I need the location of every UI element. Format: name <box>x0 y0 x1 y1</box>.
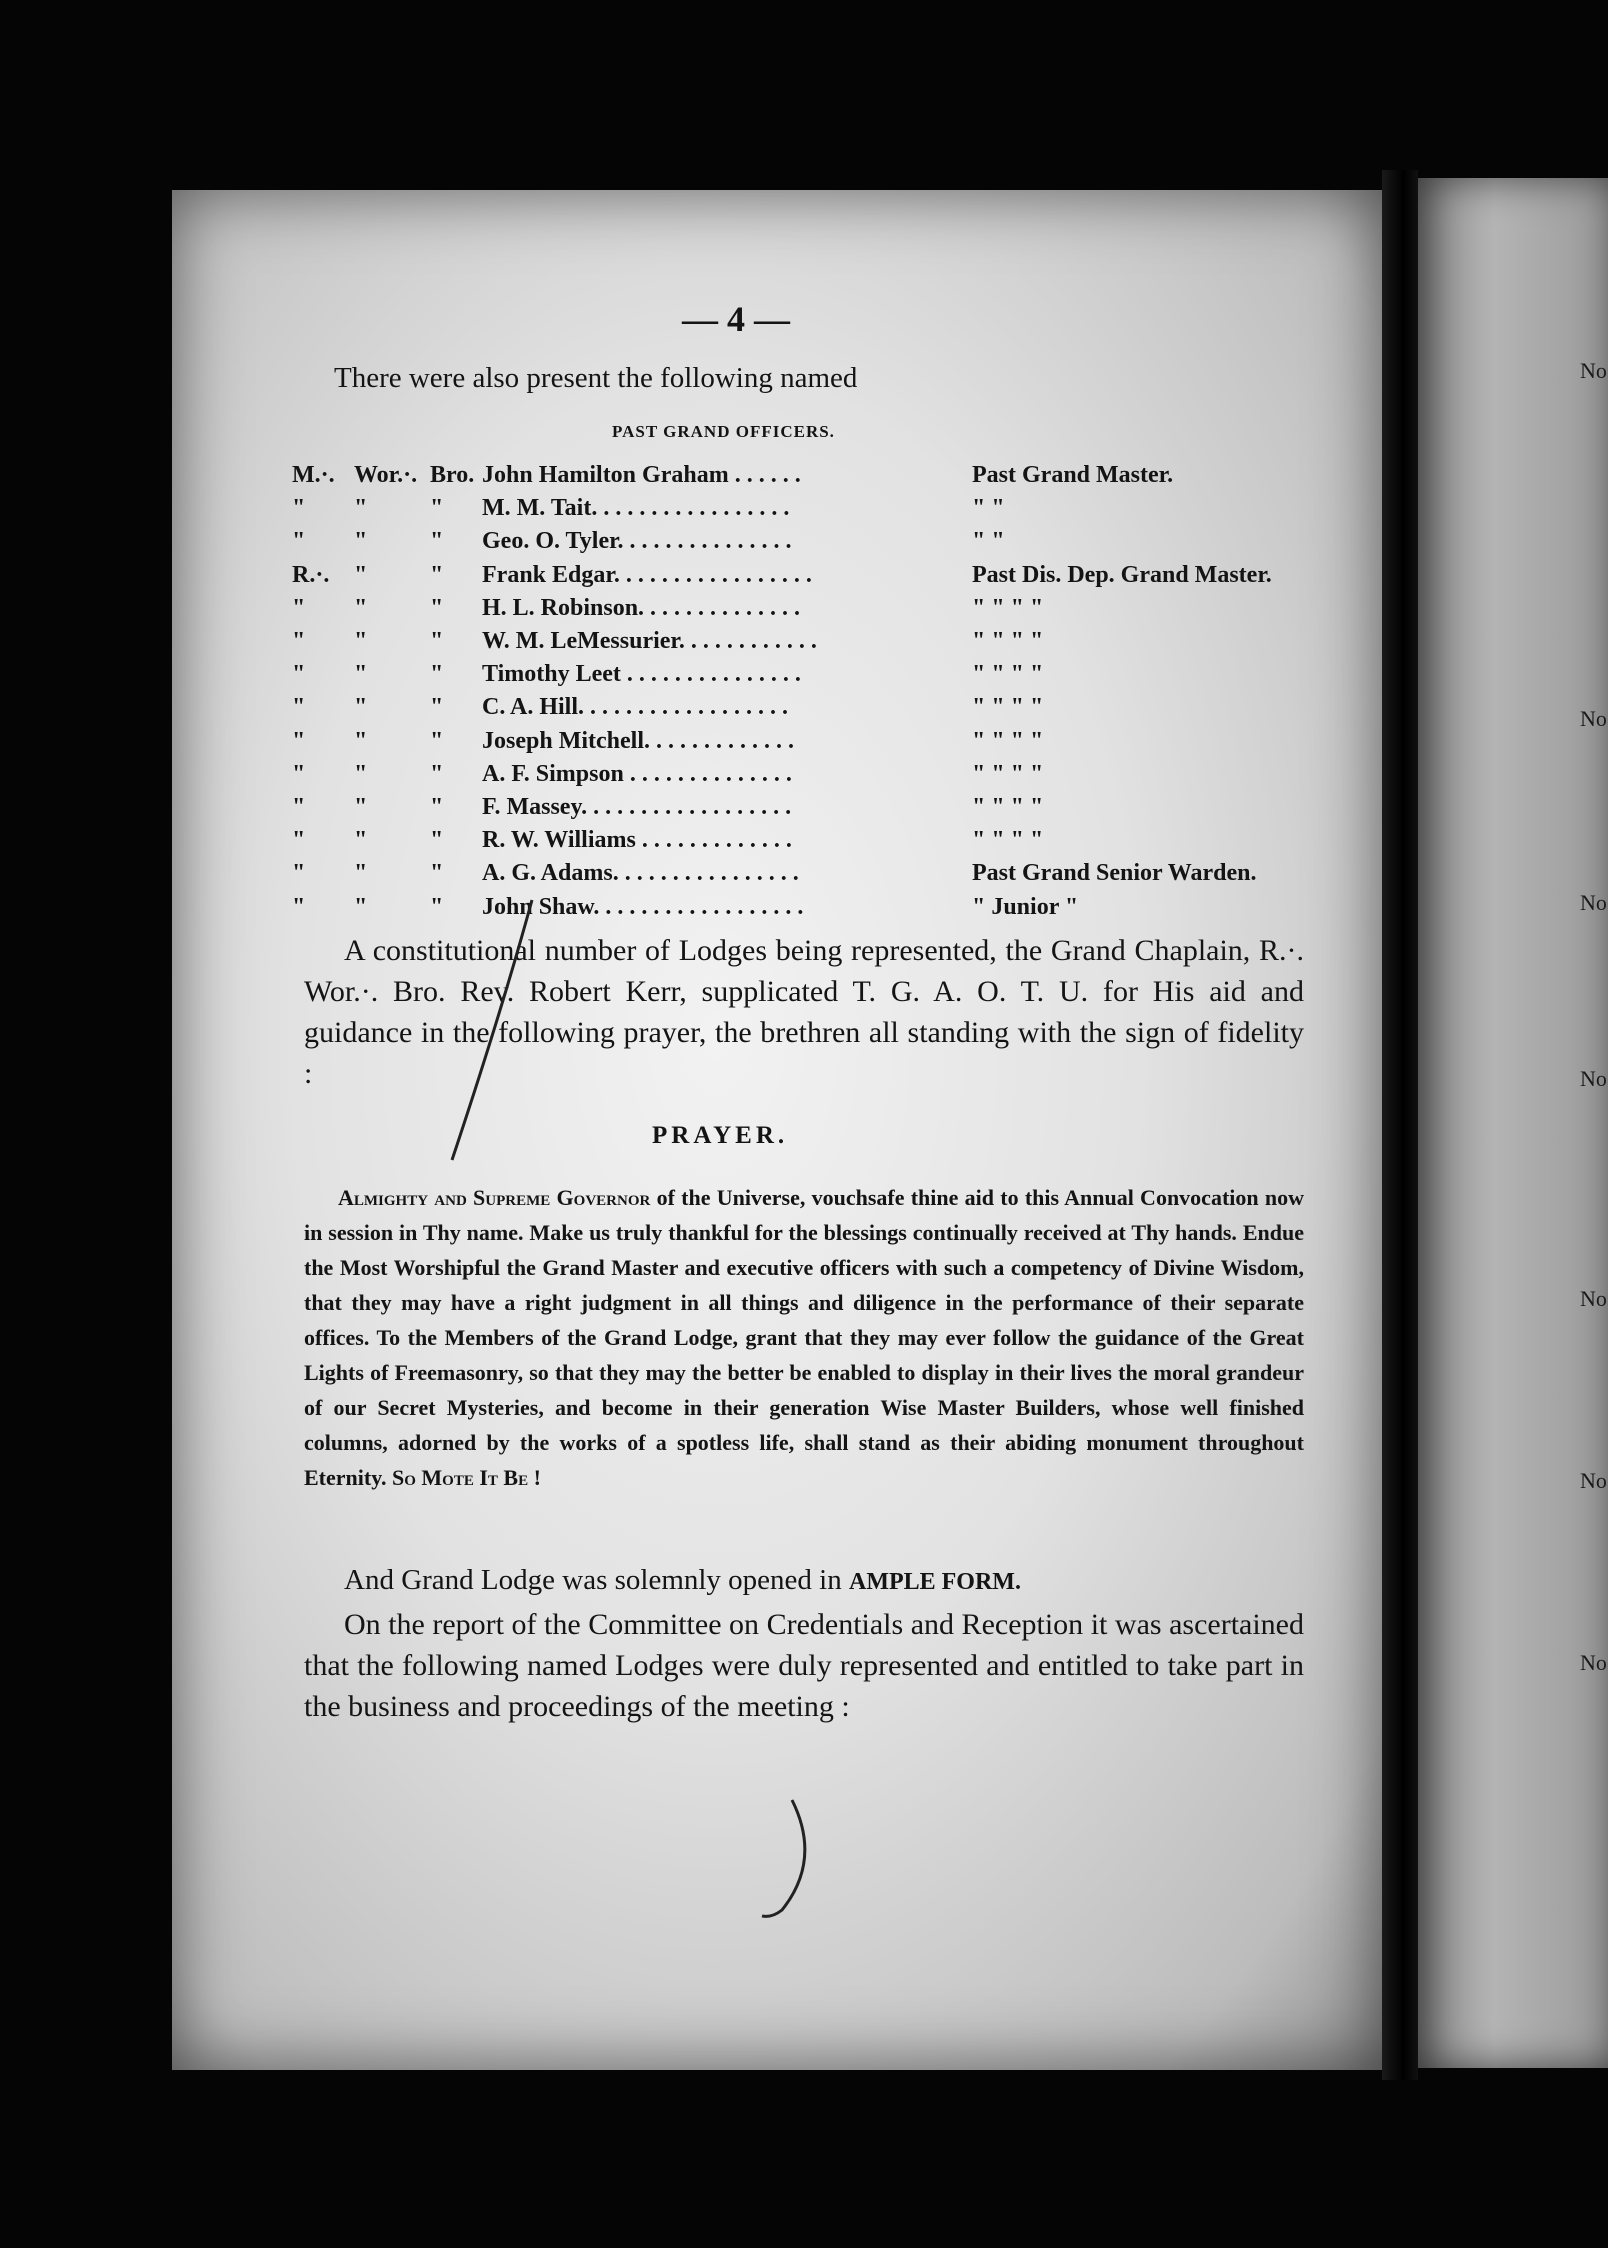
facing-page-label: No <box>1580 1468 1607 1493</box>
opened-text: And Grand Lodge was solemnly opened in <box>344 1564 849 1596</box>
officer-bro: " <box>430 794 444 820</box>
officer-title: " <box>354 528 368 555</box>
officer-title: " <box>354 495 368 522</box>
officer-row <box>292 827 1372 859</box>
officer-bro: " <box>430 694 444 721</box>
prayer-text: of the Universe, vouchsafe thine aid to this Annual Convocation now in session in Thy name. Make us truly thankful for the blessings continually received at Thy hands. Endue the Most Worshipful the Grand Master and executive officers with such a competency of Divine Wisdom, that they may have a right judgment in all things and diligence in the performance of their separate offices. To the Members of the Grand Lodge, grant that they may ever follow the guidance of the Great Lights of Freemasonry, so that they may the better be enabled to display in their lives the moral grandeur of our Secret Mysteries, and become in their generation Wise Master Builders, whose well finished columns, adorned by the works of a spotless life, shall stand as their abiding monument throughout Eternity. <box>304 1185 1304 1490</box>
officer-office: " Junior " <box>972 893 1079 920</box>
officer-bro: " <box>430 628 444 654</box>
officer-name: F. Massey. . . . . . . . . . . . . . . . . . <box>482 794 792 820</box>
officer-rank: " <box>292 794 306 820</box>
prayer-closing: So Mote It Be ! <box>392 1465 541 1490</box>
officer-name: M. M. Tait. . . . . . . . . . . . . . . . . <box>482 495 790 522</box>
facing-page <box>1418 178 1608 2068</box>
officer-office: " " " " <box>972 727 1044 754</box>
officer-rank: " <box>292 694 306 721</box>
officer-name: Geo. O. Tyler. . . . . . . . . . . . . . . <box>482 528 792 555</box>
officer-rank: " <box>292 594 306 621</box>
officer-title: " <box>354 860 368 887</box>
officer-office: " " " " <box>972 628 1044 654</box>
officer-bro: Bro. <box>430 462 475 488</box>
facing-page-label: No <box>1580 890 1607 915</box>
officer-row <box>292 661 1372 693</box>
officer-row <box>292 794 1372 826</box>
section-heading: PAST GRAND OFFICERS. <box>612 422 835 441</box>
officer-bro: " <box>430 860 444 887</box>
officer-title: " <box>354 794 368 820</box>
document-page <box>172 190 1382 2070</box>
officer-title: " <box>354 893 368 920</box>
officer-rank: M.·. <box>292 462 335 488</box>
officer-title: " <box>354 594 368 621</box>
officer-title: " <box>354 760 368 787</box>
officer-rank: " <box>292 495 306 522</box>
officer-name: A. G. Adams. . . . . . . . . . . . . . . . <box>482 860 799 887</box>
officer-title: " <box>354 727 368 754</box>
officer-bro: " <box>430 594 444 621</box>
prayer-lead: Almighty and Supreme Governor <box>338 1185 651 1210</box>
officer-name: W. M. LeMessurier. . . . . . . . . . . . <box>482 628 817 654</box>
officer-name: Joseph Mitchell. . . . . . . . . . . . . <box>482 727 794 754</box>
officer-bro: " <box>430 661 444 688</box>
facing-page-label: No <box>1580 1066 1607 1091</box>
officer-rank: " <box>292 661 306 688</box>
officer-name: John Hamilton Graham . . . . . . <box>482 462 801 488</box>
officer-rank: " <box>292 860 306 887</box>
officer-rank: " <box>292 727 306 754</box>
officer-title: " <box>354 827 368 854</box>
officer-rank: R.·. <box>292 561 330 588</box>
officer-office: " " " " <box>972 760 1044 787</box>
officer-name: John Shaw. . . . . . . . . . . . . . . . . . <box>482 893 804 920</box>
officer-row <box>292 528 1372 560</box>
opened-paragraph <box>304 1560 1304 1602</box>
officer-rank: " <box>292 760 306 787</box>
officer-bro: " <box>430 893 444 920</box>
facing-page-label: No <box>1580 706 1607 731</box>
prayer-paragraph <box>304 1180 1304 1495</box>
officer-row <box>292 761 1372 793</box>
officer-name: H. L. Robinson. . . . . . . . . . . . . . <box>482 594 801 621</box>
book-gutter <box>1382 170 1418 2080</box>
officer-office: " " <box>972 528 1005 555</box>
officer-office: Past Dis. Dep. Grand Master. <box>972 561 1272 588</box>
constitutional-paragraph: A constitutional number of Lodges being represented, the Grand Chaplain, R.·. Wor.·. Bro. Rev. Robert Kerr, supplicated T. G. A. O. T. U. for His aid and guidance in the following prayer, the brethren all standing with the sign of fidelity : <box>304 934 1304 1090</box>
officer-bro: " <box>430 561 444 588</box>
officer-rank: " <box>292 827 306 854</box>
officer-bro: " <box>430 528 444 555</box>
officer-bro: " <box>430 760 444 787</box>
officer-office: " " " " <box>972 594 1044 621</box>
officer-office: " " " " <box>972 694 1044 721</box>
officer-rank: " <box>292 628 306 654</box>
officer-bro: " <box>430 727 444 754</box>
officer-name: R. W. Williams . . . . . . . . . . . . . <box>482 827 792 854</box>
facing-page-label: No <box>1580 1650 1607 1675</box>
officer-name: A. F. Simpson . . . . . . . . . . . . . . <box>482 760 792 787</box>
pencil-curve-mark <box>752 1790 832 1930</box>
officer-row <box>292 495 1372 527</box>
officer-title: " <box>354 561 368 588</box>
ample-form: AMPLE FORM. <box>848 1569 1021 1595</box>
officer-office: " " " " <box>972 827 1044 854</box>
facing-page-label: No <box>1580 1286 1607 1311</box>
officer-row <box>292 728 1372 760</box>
officer-office: " " <box>972 495 1005 522</box>
facing-page-label: No <box>1580 358 1607 383</box>
officer-row <box>292 462 1372 494</box>
officer-office: " " " " <box>972 794 1044 820</box>
officer-bro: " <box>430 827 444 854</box>
officer-row <box>292 628 1372 660</box>
officer-title: Wor.·. <box>354 462 418 488</box>
officer-bro: " <box>430 495 444 522</box>
officer-row <box>292 595 1372 627</box>
report-paragraph: On the report of the Committee on Credentials and Reception it was ascertained that the following named Lodges were duly represented and entitled to take part in the business and proceedings of the meeting : <box>304 1608 1304 1723</box>
officer-name: Timothy Leet . . . . . . . . . . . . . . . <box>482 661 801 688</box>
officer-name: Frank Edgar. . . . . . . . . . . . . . . . . <box>482 561 812 588</box>
officer-title: " <box>354 628 368 654</box>
page-number: — 4 — <box>682 299 790 339</box>
officer-title: " <box>354 661 368 688</box>
officer-rank: " <box>292 528 306 555</box>
officer-row <box>292 860 1372 892</box>
officer-office: Past Grand Master. <box>972 462 1174 488</box>
officer-title: " <box>354 694 368 721</box>
officer-office: Past Grand Senior Warden. <box>972 860 1257 887</box>
officer-row <box>292 694 1372 726</box>
officer-rank: " <box>292 893 306 920</box>
officer-office: " " " " <box>972 661 1044 688</box>
intro-line: There were also present the following named <box>334 362 858 394</box>
officer-row <box>292 562 1372 594</box>
pencil-stroke-mark <box>392 890 552 1170</box>
prayer-heading: PRAYER. <box>652 1122 789 1149</box>
officer-name: C. A. Hill. . . . . . . . . . . . . . . . . . <box>482 694 789 721</box>
